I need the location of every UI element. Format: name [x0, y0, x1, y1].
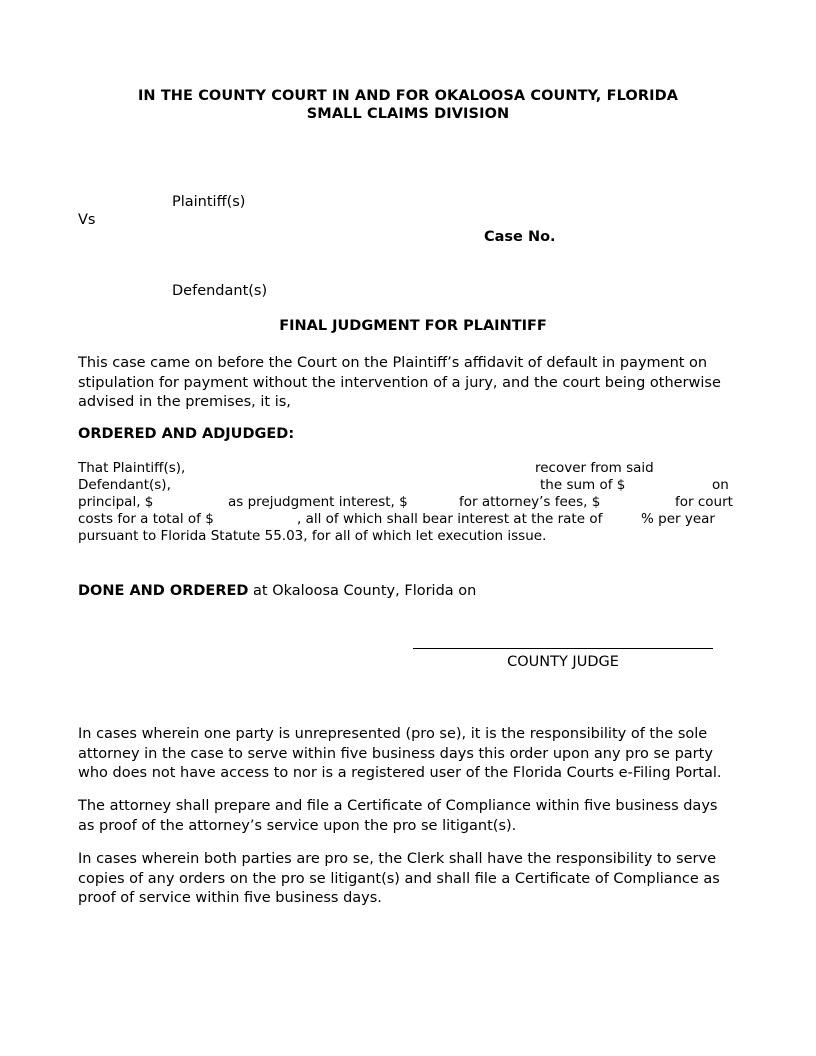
done-and-ordered-rest: at Okaloosa County, Florida on [248, 583, 477, 599]
ordered-and-adjudged-heading: ORDERED AND ADJUDGED: [78, 426, 295, 442]
judgment-line-4: costs for a total of $ , all of which shall bear interest at the rate of % per year [78, 511, 715, 527]
case-number-label: Case No. [484, 229, 556, 245]
done-and-ordered-line [78, 583, 476, 599]
page-title: FINAL JUDGMENT FOR PLAINTIFF [279, 318, 547, 334]
notice-certificate-of-compliance: The attorney shall prepare and file a Certificate of Compliance within five business days as proof of the attorney’s service upon the pro se litigant(s). [78, 798, 718, 834]
plaintiff-label: Plaintiff(s) [172, 194, 246, 210]
notice-both-pro-se: In cases wherein both parties are pro se, the Clerk shall have the responsibility to serve copies of any orders on the pro se litigant(s) and shall file a Certificate of Compliance as proof of service within five business days. [78, 851, 720, 906]
intro-paragraph: This case came on before the Court on the Plaintiff’s affidavit of default in payment on stipulation for payment without the intervention of a jury, and the court being otherwise advised in the premises, it is, [78, 355, 721, 410]
judgment-award-block [78, 460, 738, 545]
judgment-line-5: pursuant to Florida Statute 55.03, for all of which let execution issue. [78, 528, 547, 544]
notice-pro-se-service: In cases wherein one party is unrepresented (pro se), it is the responsibility of the sole attorney in the case to serve within five business days this order upon any pro se party who does not have access to nor is a registered user of the Florida Courts e-Filing Portal. [78, 726, 722, 781]
judgment-line-1: That Plaintiff(s), recover from said [78, 460, 654, 476]
versus-label: Vs [78, 212, 96, 228]
done-and-ordered-label: DONE AND ORDERED [78, 583, 249, 599]
judgment-line-2: Defendant(s), the sum of $ on [78, 477, 729, 493]
court-header-line-1: IN THE COUNTY COURT IN AND FOR OKALOOSA COUNTY, FLORIDA [137, 88, 679, 104]
defendant-label: Defendant(s) [172, 283, 268, 299]
signature-label: COUNTY JUDGE [507, 654, 619, 670]
judgment-line-3: principal, $ as prejudgment interest, $ for attorney’s fees, $ for court [78, 494, 733, 510]
court-header-line-2: SMALL CLAIMS DIVISION [306, 106, 510, 122]
signature-line [413, 648, 713, 649]
